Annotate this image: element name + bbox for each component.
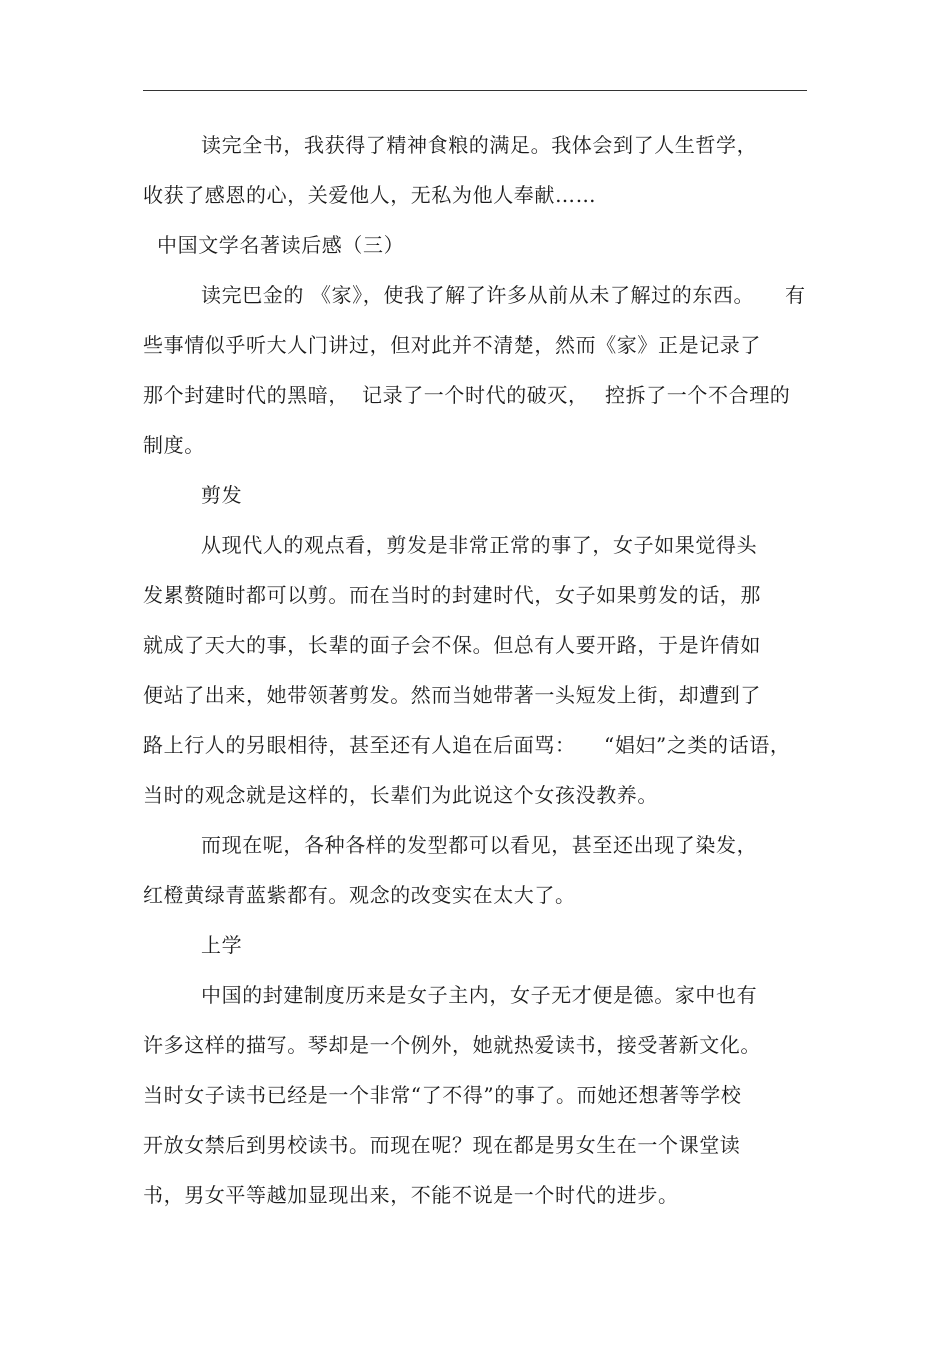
- text-line: 发累赘随时都可以剪。而在当时的封建时代，女子如果剪发的话，那: [143, 583, 761, 607]
- text-line: 开放女禁后到男校读书。而现在呢？现在都是男女生在一个课堂读: [143, 1133, 741, 1157]
- text-line: 当时的观念就是这样的，长辈们为此说这个女孩没教养。: [143, 783, 658, 807]
- text-line: 就成了天大的事，长辈的面子会不保。但总有人要开路，于是许倩如: [143, 633, 761, 657]
- text-line: 有: [785, 283, 806, 307]
- text-line: 记录了一个时代的破灭，: [362, 383, 589, 407]
- text-line: 路上行人的另眼相待，甚至还有人追在后面骂：: [143, 733, 576, 757]
- text-line: 读完巴金的 《家》，使我了解了许多从前从未了解过的东西。: [201, 283, 755, 307]
- text-line: 当时女子读书已经是一个非常“了不得”的事了。而她还想著等学校: [143, 1083, 742, 1107]
- text-line: 书，男女平等越加显现出来，不能不说是一个时代的进步。: [143, 1183, 679, 1207]
- text-line: 许多这样的描写。琴却是一个例外，她就热爱读书，接受著新文化。: [143, 1033, 761, 1057]
- text-line: “娼妇”之类的话语，: [604, 733, 791, 757]
- text-line: 中国的封建制度历来是女子主内，女子无才便是德。家中也有: [201, 983, 758, 1007]
- text-line: 读完全书，我获得了精神食粮的满足。我体会到了人生哲学，: [201, 133, 758, 157]
- subheading: 剪发: [201, 483, 243, 507]
- text-line: 制度。: [143, 433, 205, 457]
- header-rule: [143, 90, 807, 91]
- text-line: 从现代人的观点看，剪发是非常正常的事了，女子如果觉得头: [201, 533, 758, 557]
- text-line: 而现在呢，各种各样的发型都可以看见，甚至还出现了染发，: [201, 833, 758, 857]
- text-line: 便站了出来，她带领著剪发。然而当她带著一头短发上街，却遭到了: [143, 683, 761, 707]
- text-line: 那个封建时代的黑暗，: [143, 383, 349, 407]
- text-line: 些事情似乎听大人门讲过，但对此并不清楚，然而《家》正是记录了: [143, 333, 761, 357]
- subheading: 上学: [201, 933, 243, 957]
- text-line: 控拆了一个不合理的: [605, 383, 791, 407]
- text-line: 收获了感恩的心，关爱他人，无私为他人奉献……: [143, 183, 597, 207]
- section-heading: 中国文学名著读后感（三）: [157, 233, 405, 257]
- text-line: 红橙黄绿青蓝紫都有。观念的改变实在太大了。: [143, 883, 576, 907]
